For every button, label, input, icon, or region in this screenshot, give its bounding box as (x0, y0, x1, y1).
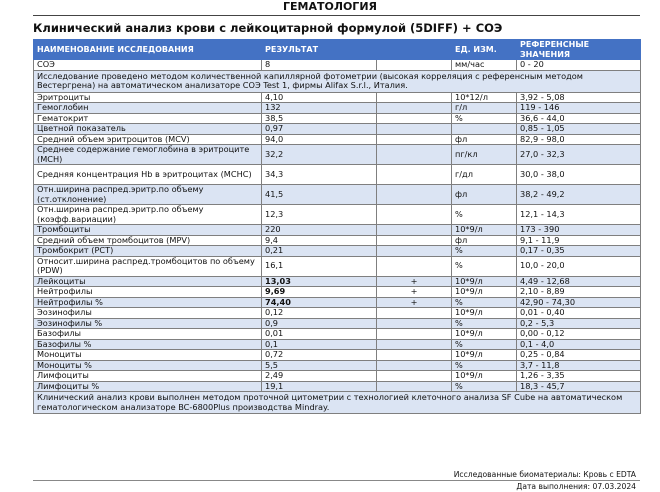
cell-reference: 1,26 - 3,35 (517, 371, 641, 382)
cell-reference: 119 - 146 (517, 103, 641, 114)
table-row (34, 308, 641, 319)
cell-unit: % (452, 339, 517, 350)
table-row (34, 165, 641, 185)
cell-reference: 36,6 - 44,0 (517, 113, 641, 124)
col-header-reference: РЕФЕРЕНСНЫЕ ЗНАЧЕНИЯ (517, 40, 641, 60)
table-row (34, 256, 641, 276)
table-row (34, 92, 641, 103)
cell-name: Моноциты % (34, 360, 262, 371)
cell-flag (377, 113, 452, 124)
cell-reference: 0,00 - 0,12 (517, 329, 641, 340)
table-row (34, 329, 641, 340)
cell-name: Эозинофилы (34, 308, 262, 319)
cell-unit: % (452, 246, 517, 257)
cell-result: 19,1 (262, 381, 377, 392)
cell-name: Лейкоциты (34, 276, 262, 287)
cell-name: Средний объем эритроцитов (MCV) (34, 134, 262, 145)
table-header-row (34, 40, 641, 60)
cell-name: Тромбокрит (PCT) (34, 246, 262, 257)
cell-name: Эозинофилы % (34, 318, 262, 329)
cell-name: Цветной показатель (34, 124, 262, 135)
cell-unit: г/дл (452, 165, 517, 185)
cell-result: 5,5 (262, 360, 377, 371)
cell-reference: 9,1 - 11,9 (517, 235, 641, 246)
cell-reference: 42,90 - 74,30 (517, 297, 641, 308)
cell-reference: 27,0 - 32,3 (517, 145, 641, 165)
cell-flag (377, 329, 452, 340)
cell-name: СОЭ (34, 60, 262, 71)
cell-unit (452, 124, 517, 135)
cell-result: 94,0 (262, 134, 377, 145)
cell-result: 9,69 (262, 287, 377, 298)
cell-reference: 0,1 - 4,0 (517, 339, 641, 350)
cell-result: 16,1 (262, 256, 377, 276)
table-row (34, 381, 641, 392)
cell-result: 9,4 (262, 235, 377, 246)
cell-unit: 10*9/л (452, 329, 517, 340)
cell-reference: 2,10 - 8,89 (517, 287, 641, 298)
cell-name: Отн.ширина распред.эритр.по объему (ст.отклонение) (34, 185, 262, 205)
cell-reference: 18,3 - 45,7 (517, 381, 641, 392)
cell-name: Базофилы (34, 329, 262, 340)
cbc-method-note: Клинический анализ крови выполнен методом проточной цитометрии с технологией клеточного анализа SF Cube на автоматическом гематологическом анализаторе BC-6800Plus производства Mindray. (34, 392, 641, 414)
cell-name: Нейтрофилы (34, 287, 262, 298)
cbc-method-note-row (34, 392, 641, 414)
cell-reference: 0,2 - 5,3 (517, 318, 641, 329)
cell-unit: фл (452, 134, 517, 145)
cell-flag (377, 92, 452, 103)
cell-name: Среднее содержание гемоглобина в эритроците (MCH) (34, 145, 262, 165)
table-row (34, 318, 641, 329)
table-row (34, 113, 641, 124)
cell-result: 0,72 (262, 350, 377, 361)
cell-name: Лимфоциты (34, 371, 262, 382)
footer-date: Дата выполнения: 07.03.2024 (516, 482, 636, 491)
cell-result: 34,3 (262, 165, 377, 185)
cell-unit: 10*9/л (452, 276, 517, 287)
cell-unit: % (452, 205, 517, 225)
cell-unit: фл (452, 235, 517, 246)
cell-reference: 3,92 - 5,08 (517, 92, 641, 103)
cell-reference: 10,0 - 20,0 (517, 256, 641, 276)
cell-flag (377, 205, 452, 225)
cell-flag (377, 145, 452, 165)
cell-flag (377, 134, 452, 145)
cell-unit: г/л (452, 103, 517, 114)
cell-reference: 30,0 - 38,0 (517, 165, 641, 185)
cell-reference: 3,7 - 11,8 (517, 360, 641, 371)
cell-reference: 0,01 - 0,40 (517, 308, 641, 319)
footer-divider (33, 480, 640, 481)
cell-flag (377, 103, 452, 114)
cell-name: Эритроциты (34, 92, 262, 103)
cell-name: Нейтрофилы % (34, 297, 262, 308)
table-row (34, 145, 641, 165)
cell-flag (377, 360, 452, 371)
table-row (34, 287, 641, 298)
esr-method-note-row (34, 70, 641, 92)
cell-unit: % (452, 297, 517, 308)
cell-reference: 82,9 - 98,0 (517, 134, 641, 145)
cell-name: Тромбоциты (34, 225, 262, 236)
cell-result: 4,10 (262, 92, 377, 103)
table-row-esr (34, 60, 641, 71)
col-header-flag (377, 40, 452, 60)
cell-name: Средний объем тромбоцитов (MPV) (34, 235, 262, 246)
cell-name: Гематокрит (34, 113, 262, 124)
cell-reference: 0,85 - 1,05 (517, 124, 641, 135)
cell-result: 0,12 (262, 308, 377, 319)
cell-result: 0,01 (262, 329, 377, 340)
cell-flag: + (377, 287, 452, 298)
cell-unit: 10*9/л (452, 308, 517, 319)
footer-biomaterial: Исследованные биоматериалы: Кровь с EDTA (453, 470, 636, 479)
cell-result: 0,9 (262, 318, 377, 329)
cell-reference: 173 - 390 (517, 225, 641, 236)
cell-flag (377, 124, 452, 135)
results-body (34, 60, 641, 414)
cell-unit: % (452, 256, 517, 276)
cell-result: 0,21 (262, 246, 377, 257)
cell-result: 0,97 (262, 124, 377, 135)
table-row (34, 339, 641, 350)
results-table (33, 39, 641, 414)
cell-flag (377, 246, 452, 257)
cell-flag (377, 308, 452, 319)
cell-result: 132 (262, 103, 377, 114)
cell-flag (377, 318, 452, 329)
cell-flag (377, 350, 452, 361)
cell-unit: фл (452, 185, 517, 205)
cell-result: 74,40 (262, 297, 377, 308)
table-row (34, 124, 641, 135)
cell-result: 2,49 (262, 371, 377, 382)
section-title: ГЕМАТОЛОГИЯ (282, 0, 377, 13)
cell-reference: 0 - 20 (517, 60, 641, 71)
table-row (34, 350, 641, 361)
cell-flag (377, 165, 452, 185)
cell-result: 41,5 (262, 185, 377, 205)
table-row (34, 297, 641, 308)
table-row (34, 371, 641, 382)
cell-result: 12,3 (262, 205, 377, 225)
cell-flag: + (377, 297, 452, 308)
cell-unit: 10*12/л (452, 92, 517, 103)
cell-unit: % (452, 113, 517, 124)
cell-unit: 10*9/л (452, 225, 517, 236)
table-row (34, 276, 641, 287)
section-divider (33, 15, 640, 16)
cell-reference: 38,2 - 49,2 (517, 185, 641, 205)
table-row (34, 235, 641, 246)
table-row (34, 225, 641, 236)
cell-unit: 10*9/л (452, 287, 517, 298)
cell-name: Средняя концентрация Hb в эритроцитах (MCHC) (34, 165, 262, 185)
cell-flag: + (377, 276, 452, 287)
cell-result: 0,1 (262, 339, 377, 350)
cell-flag (377, 381, 452, 392)
col-header-name: НАИМЕНОВАНИЕ ИССЛЕДОВАНИЯ (34, 40, 262, 60)
cell-name: Лимфоциты % (34, 381, 262, 392)
cell-name: Относит.ширина распред.тромбоцитов по объему (PDW) (34, 256, 262, 276)
cell-unit: % (452, 360, 517, 371)
table-row (34, 360, 641, 371)
cell-reference: 0,17 - 0,35 (517, 246, 641, 257)
cell-flag (377, 256, 452, 276)
cell-flag (377, 339, 452, 350)
cell-unit: пг/кл (452, 145, 517, 165)
cell-result: 38,5 (262, 113, 377, 124)
table-row (34, 185, 641, 205)
cell-result: 220 (262, 225, 377, 236)
cell-result: 32,2 (262, 145, 377, 165)
cell-unit: 10*9/л (452, 350, 517, 361)
cell-reference: 4,49 - 12,68 (517, 276, 641, 287)
cell-flag (377, 371, 452, 382)
cell-result: 8 (262, 60, 377, 71)
cell-unit: 10*9/л (452, 371, 517, 382)
table-row (34, 103, 641, 114)
cell-flag (377, 235, 452, 246)
cell-flag (377, 185, 452, 205)
cell-flag (377, 225, 452, 236)
col-header-result: РЕЗУЛЬТАТ (262, 40, 377, 60)
document-title: Клинический анализ крови с лейкоцитарной формулой (5DIFF) + СОЭ (33, 21, 503, 35)
cell-unit: % (452, 318, 517, 329)
cell-name: Моноциты (34, 350, 262, 361)
cell-unit: мм/час (452, 60, 517, 71)
cell-reference: 12,1 - 14,3 (517, 205, 641, 225)
table-row (34, 205, 641, 225)
cell-name: Гемоглобин (34, 103, 262, 114)
cell-flag (377, 60, 452, 71)
table-row (34, 246, 641, 257)
cell-unit: % (452, 381, 517, 392)
cell-name: Отн.ширина распред.эритр.по объему (коэфф.вариации) (34, 205, 262, 225)
esr-method-note: Исследование проведено методом количественной капиллярной фотометрии (высокая корреляция с референсным методом Вестергрена) на автоматическом анализаторе СОЭ Test 1, фирмы Alifax S.r.l., Италия. (34, 70, 641, 92)
col-header-unit: ЕД. ИЗМ. (452, 40, 517, 60)
table-row (34, 134, 641, 145)
cell-result: 13,03 (262, 276, 377, 287)
cell-name: Базофилы % (34, 339, 262, 350)
cell-reference: 0,25 - 0,84 (517, 350, 641, 361)
